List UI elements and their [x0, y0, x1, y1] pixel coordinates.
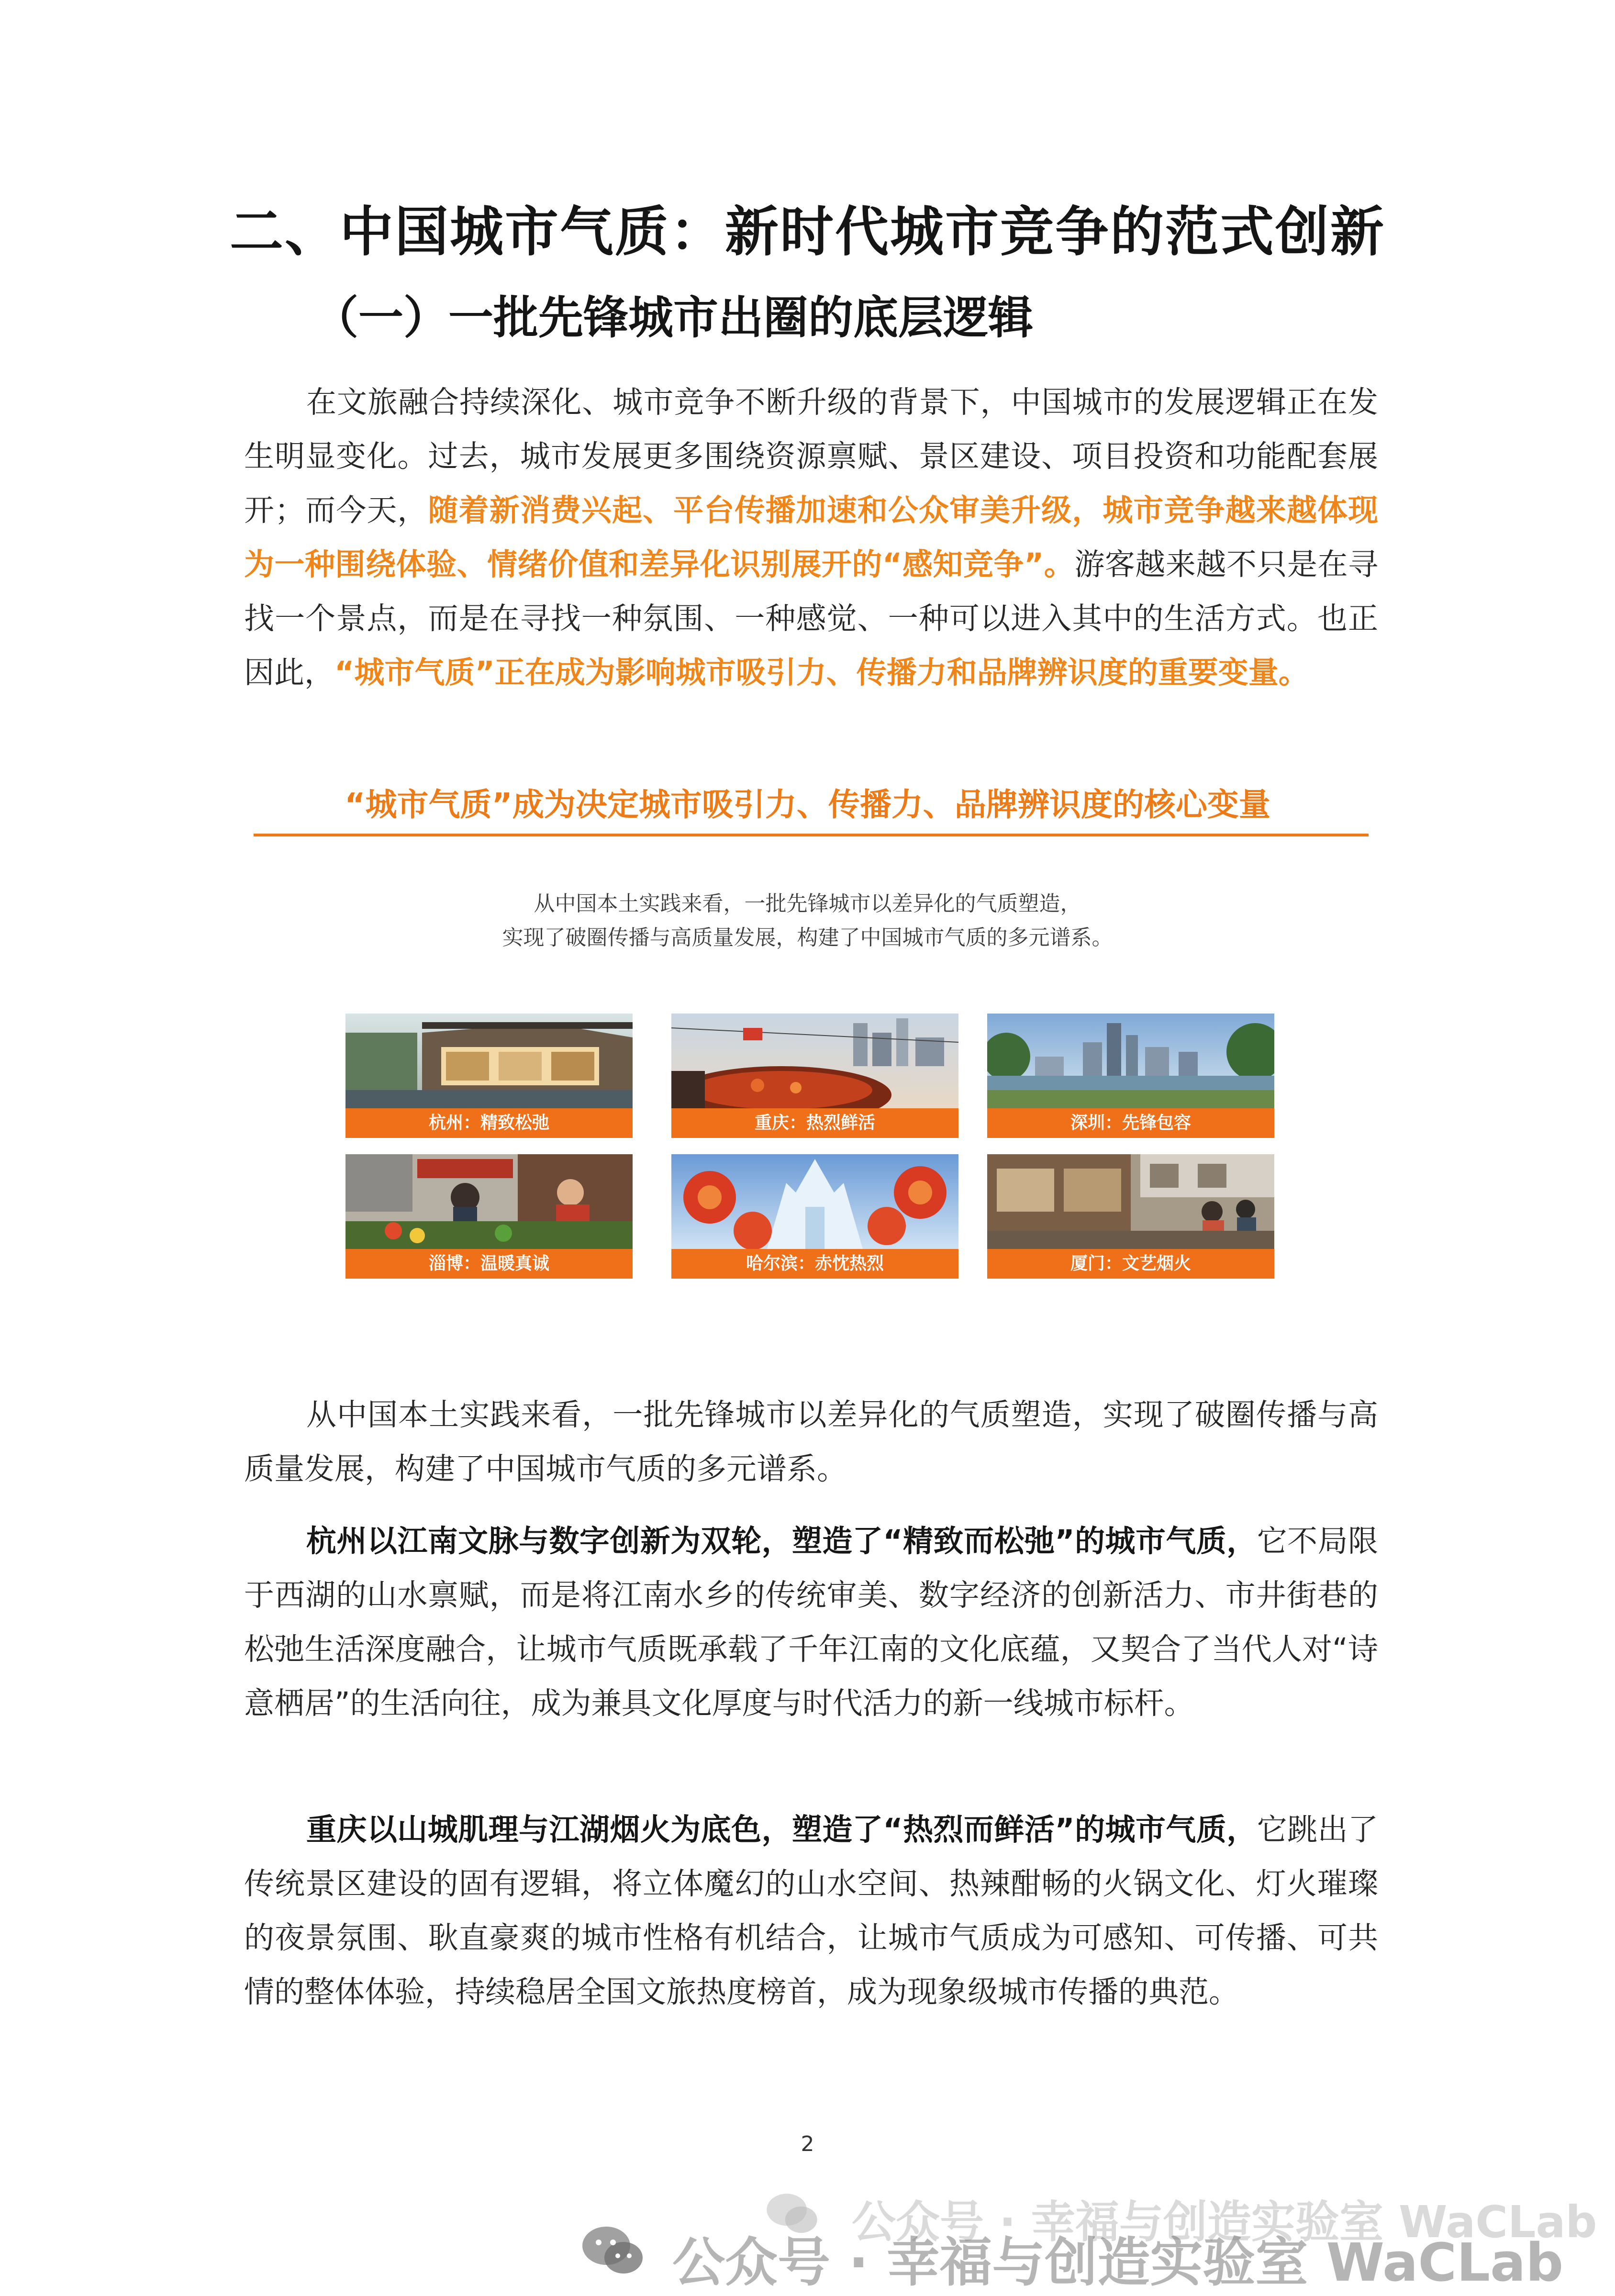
- intro-highlight-1: 随着新消费兴起、平台传播加速和公众审美升级，城市竞争越来越体现为一种围绕体验、情绪价值和差异化识别展开的“感知竞争”。: [244, 493, 1378, 582]
- page-title: 二、中国城市气质：新时代城市竞争的范式创新: [230, 201, 1385, 263]
- banner-divider: [254, 834, 1369, 836]
- city-label-zibo: 淄博：温暖真诚: [345, 1249, 633, 1279]
- city-card-shenzhen: [987, 1014, 1274, 1138]
- watermark-back: 公众号 · 幸福与创造实验室 WaCLab: [852, 2196, 1597, 2248]
- intro-text-1: 在文旅融合持续深化、城市竞争不断升级的背景下，中国城市的发展逻辑正在发生明显变化。过去，城市发展更多围绕资源禀赋、景区建设、项目投资和功能配套展开；而今天，: [244, 385, 1378, 528]
- section-subtitle: （一）一批先锋城市出圈的底层逻辑: [313, 292, 1034, 344]
- city-card-harbin: [671, 1154, 958, 1279]
- figure-caption-line-1: 从中国本土实践来看，一批先锋城市以差异化的气质塑造，: [534, 892, 1081, 916]
- city-label-xiamen: 厦门：文艺烟火: [987, 1249, 1274, 1279]
- city-card-hangzhou: [345, 1014, 633, 1138]
- practice-paragraph: 从中国本土实践来看，一批先锋城市以差异化的气质塑造，实现了破圈传播与高质量发展，构建了中国城市气质的多元谱系。: [244, 1397, 1378, 1486]
- intro-text-2: 游客越来越不只是在寻找一个景点，而是在寻找一种氛围、一种感觉、一种可以进入其中的生活方式。也正因此，: [244, 547, 1379, 690]
- city-photo-hangzhou: [345, 1014, 633, 1108]
- hangzhou-lead-sentence: 杭州以江南文脉与数字创新为双轮，塑造了“精致而松弛”的城市气质，: [306, 1524, 1257, 1559]
- intro-paragraph: [244, 375, 1378, 700]
- city-card-chongqing: [671, 1014, 958, 1138]
- watermark-front: 公众号 · 幸福与创造实验室 WaCLab: [672, 2232, 1564, 2293]
- city-label-harbin: 哈尔滨：赤忱热烈: [671, 1249, 958, 1279]
- city-label-shenzhen: 深圳：先锋包容: [987, 1108, 1274, 1138]
- city-photo-harbin: [671, 1154, 958, 1249]
- chongqing-body-text: 它跳出了传统景区建设的固有逻辑，将立体魔幻的山水空间、热辣酣畅的火锅文化、灯火璀璨的夜景氛围、耿直豪爽的城市性格有机结合，让城市气质成为可感知、可传播、可共情的整体体验，持续稳居全国文旅热度榜首，成为现象级城市传播的典范。: [244, 1812, 1379, 2009]
- city-label-hangzhou: 杭州：精致松弛: [345, 1108, 633, 1138]
- wechat-icon: [581, 2224, 644, 2277]
- hangzhou-paragraph: [244, 1514, 1378, 1730]
- city-photo-xiamen: [987, 1154, 1274, 1249]
- city-card-zibo: [345, 1154, 633, 1279]
- city-photo-shenzhen: [987, 1014, 1274, 1108]
- city-card-xiamen: [987, 1154, 1274, 1279]
- figure-caption-line-2: 实现了破圈传播与高质量发展，构建了中国城市气质的多元谱系。: [502, 925, 1113, 950]
- page-number: 2: [801, 2132, 814, 2156]
- chongqing-lead-sentence: 重庆以山城肌理与江湖烟火为底色，塑造了“热烈而鲜活”的城市气质，: [306, 1812, 1257, 1847]
- city-photo-chongqing: [671, 1014, 958, 1108]
- chongqing-paragraph: [244, 1803, 1378, 2019]
- intro-highlight-2: “城市气质”正在成为影响城市吸引力、传播力和品牌辨识度的重要变量。: [334, 655, 1309, 690]
- city-label-chongqing: 重庆：热烈鲜活: [671, 1108, 958, 1138]
- figure-banner-title: “城市气质”成为决定城市吸引力、传播力、品牌辨识度的核心变量: [345, 786, 1270, 823]
- city-photo-zibo: [345, 1154, 633, 1249]
- hangzhou-body-text: 它不局限于西湖的山水禀赋，而是将江南水乡的传统审美、数字经济的创新活力、市井街巷的松弛生活深度融合，让城市气质既承载了千年江南的文化底蕴，又契合了当代人对“诗意栖居”的生活向往，成为兼具文化厚度与时代活力的新一线城市标杆。: [244, 1524, 1379, 1721]
